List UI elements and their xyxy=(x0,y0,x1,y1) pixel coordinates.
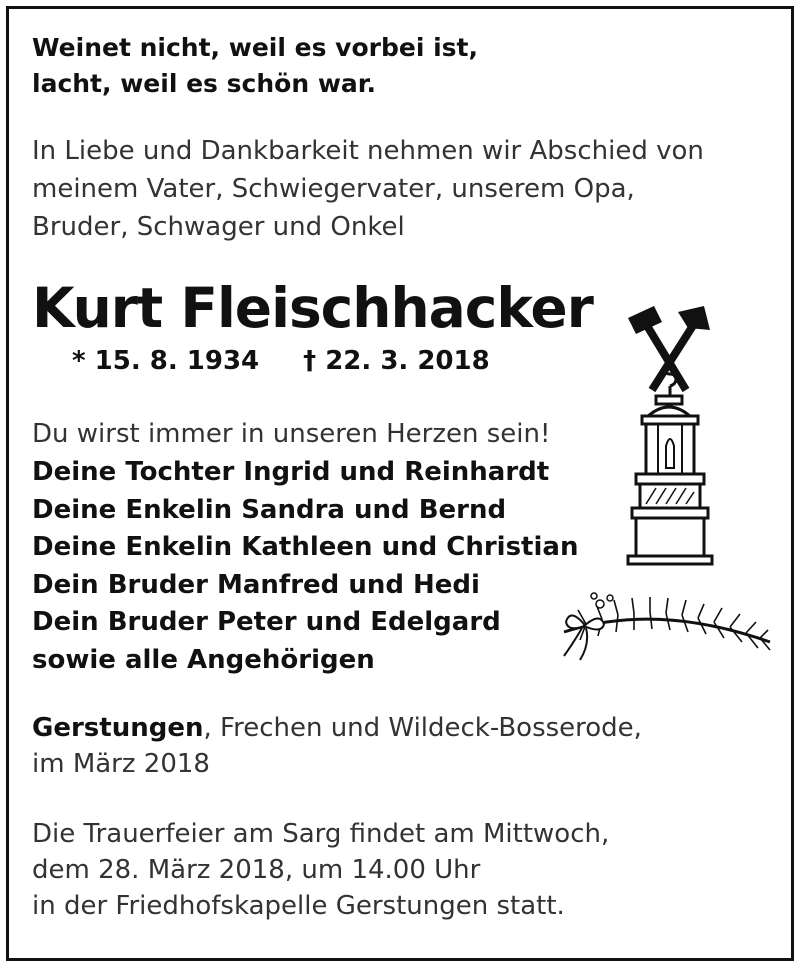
intro-line-1: In Liebe und Dankbarkeit nehmen wir Abschied von xyxy=(32,136,704,166)
mourner-line: Deine Enkelin Kathleen und Christian xyxy=(32,532,579,562)
place-rest: , Frechen und Wildeck-Bosserode, xyxy=(203,713,642,743)
death-date: † 22. 3. 2018 xyxy=(303,346,490,376)
mourner-line: sowie alle Angehörigen xyxy=(32,644,375,675)
birth-date: * 15. 8. 1934 xyxy=(72,346,260,376)
mourner-line: Deine Tochter Ingrid und Reinhardt xyxy=(32,457,550,487)
fir-branch-icon xyxy=(556,582,778,664)
life-dates xyxy=(72,344,490,378)
funeral-line-1: Die Trauerfeier am Sarg findet am Mittwoch, xyxy=(32,819,610,849)
mourners-list xyxy=(32,454,578,679)
place-town: Gerstungen xyxy=(32,713,204,743)
intro-line-3: Bruder, Schwager und Onkel xyxy=(32,212,405,242)
mourner-line: Dein Bruder Peter und Edelgard xyxy=(32,607,501,637)
place-and-date xyxy=(32,710,642,782)
motto xyxy=(32,30,478,102)
motto-line-1: Weinet nicht, weil es vorbei ist, xyxy=(32,33,479,62)
mourner-line: Deine Enkelin Sandra und Bernd xyxy=(32,494,507,525)
notice-date: im März 2018 xyxy=(32,749,210,779)
motto-line-2: lacht, weil es schön war. xyxy=(32,69,377,98)
place-line xyxy=(32,710,642,746)
funeral-line-2: dem 28. März 2018, um 14.00 Uhr xyxy=(32,855,481,885)
hammer-and-pick-with-miners-lamp-icon xyxy=(622,300,722,568)
deceased-name: Kurt Fleischhacker xyxy=(32,276,593,340)
intro-text xyxy=(32,132,704,246)
funeral-line-3: in der Friedhofskapelle Gerstungen statt. xyxy=(32,891,565,921)
funeral-info xyxy=(32,816,609,924)
mourner-line: Dein Bruder Manfred und Hedi xyxy=(32,569,480,600)
heart-line: Du wirst immer in unseren Herzen sein! xyxy=(32,419,551,449)
intro-line-2: meinem Vater, Schwiegervater, unserem Opa, xyxy=(32,174,635,204)
